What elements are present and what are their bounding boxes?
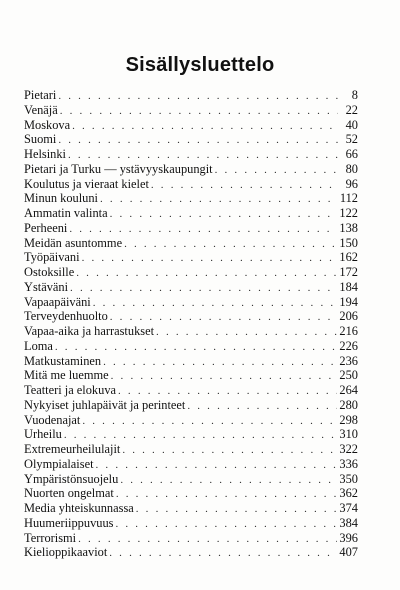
toc-entry-title: Matkustaminen: [24, 353, 102, 368]
toc-entry-page-number: 194: [339, 294, 358, 309]
toc-dot-leader: [136, 502, 338, 517]
toc-entry-page-number: 138: [339, 220, 358, 235]
toc-dot-leader: [120, 473, 337, 488]
toc-entry-page-number: 22: [345, 102, 358, 117]
toc-entry-page-number: 374: [339, 501, 358, 515]
toc-entry-page-number: 150: [339, 235, 358, 250]
toc-entry-title: Terrorismi: [24, 530, 77, 545]
toc-entry-page-number: 162: [339, 250, 358, 265]
toc-entry-title: Urheilu: [24, 427, 62, 442]
toc-entry: [24, 280, 358, 295]
toc-entry-page-number: 206: [339, 309, 358, 324]
toc-dot-leader: [70, 281, 337, 296]
toc-entry: [24, 265, 358, 280]
toc-entry: [24, 132, 358, 147]
toc-entry-title: Terveydenhuolto: [24, 309, 108, 324]
toc-dot-leader: [111, 369, 338, 384]
toc-entry: [24, 221, 358, 236]
toc-dot-leader: [110, 310, 338, 325]
toc-entry-page-number: 122: [339, 206, 358, 220]
toc-dot-leader: [109, 546, 337, 561]
toc-entry: [24, 368, 358, 383]
toc-entry-title: Ystäväni: [24, 279, 69, 294]
toc-entry: [24, 472, 358, 487]
toc-entry-page-number: 226: [339, 338, 358, 353]
toc-entry: [24, 191, 358, 206]
toc-entry-page-number: 264: [339, 383, 358, 397]
toc-entry-title: Olympialaiset: [24, 456, 94, 471]
toc-entry-title: Pietari ja Turku — ystävyyskaupungit: [24, 161, 213, 176]
toc-entry-title: Pietari: [24, 88, 57, 102]
toc-entry: [24, 295, 358, 310]
toc-dot-leader: [215, 163, 338, 178]
toc-dot-leader: [72, 119, 338, 134]
toc-entry-title: Minun kouluni: [24, 191, 99, 206]
toc-entry: [24, 177, 358, 192]
toc-entry-title: Työpäivani: [24, 250, 80, 265]
toc-entry-title: Moskova: [24, 117, 71, 132]
toc-entry-page-number: 236: [339, 353, 358, 368]
toc-dot-leader: [69, 222, 337, 237]
toc-entry: [24, 413, 358, 428]
toc-entry: [24, 457, 358, 472]
toc-dot-leader: [93, 296, 338, 311]
toc-entry-page-number: 80: [345, 161, 358, 176]
toc-entry-title: Nykyiset juhlapäivät ja perinteet: [24, 397, 186, 412]
toc-entry-title: Helsinki: [24, 147, 66, 161]
toc-entry-title: Venäjä: [24, 102, 58, 117]
toc-entry-page-number: 322: [339, 442, 358, 456]
toc-dot-leader: [124, 237, 337, 252]
toc-entry-page-number: 8: [351, 88, 358, 102]
toc-entry: [24, 309, 358, 324]
toc-entry-title: Nuorten ongelmat: [24, 486, 114, 501]
toc-entry-title: Ympäristönsuojelu: [24, 471, 119, 486]
toc-entry: [24, 442, 358, 457]
toc-entry-page-number: 310: [339, 427, 358, 442]
toc-entry-title: Extremeurheilulajit: [24, 442, 121, 456]
toc-entry-title: Meidän asuntomme: [24, 235, 123, 250]
toc-dot-leader: [115, 517, 337, 532]
toc-entry: [24, 354, 358, 369]
toc-entry-page-number: 112: [339, 191, 358, 206]
toc-dot-leader: [58, 133, 338, 148]
toc-entry: [24, 147, 358, 162]
toc-entry-title: Koulutus ja vieraat kielet: [24, 176, 149, 191]
toc-entry-title: Kielioppikaaviot: [24, 545, 108, 560]
toc-entry-page-number: 384: [339, 515, 358, 530]
toc-dot-leader: [60, 104, 338, 119]
toc-dot-leader: [110, 207, 338, 222]
toc-entry: [24, 339, 358, 354]
toc-entry-page-number: 96: [345, 176, 358, 191]
toc-entry: [24, 427, 358, 442]
toc-dot-leader: [76, 266, 337, 281]
toc-entry-title: Ostoksille: [24, 265, 75, 279]
toc-dot-leader: [82, 414, 337, 429]
toc-entry: [24, 383, 358, 398]
table-of-contents: [24, 88, 358, 560]
toc-entry-page-number: 66: [345, 147, 358, 161]
toc-entry: [24, 486, 358, 501]
toc-entry: [24, 162, 358, 177]
toc-entry: [24, 531, 358, 546]
toc-entry-page-number: 40: [345, 117, 358, 132]
toc-entry-title: Media yhteiskunnassa: [24, 501, 134, 515]
toc-entry-page-number: 350: [339, 471, 358, 486]
toc-dot-leader: [103, 355, 337, 370]
toc-entry-page-number: 362: [339, 486, 358, 501]
toc-entry: [24, 118, 358, 133]
toc-entry-page-number: 250: [339, 368, 358, 383]
toc-entry: [24, 545, 358, 560]
toc-entry: [24, 103, 358, 118]
toc-entry-page-number: 216: [339, 324, 358, 338]
toc-entry: [24, 206, 358, 221]
toc-entry-page-number: 298: [339, 412, 358, 427]
page-title: Sisällysluettelo: [125, 54, 275, 76]
toc-entry-title: Huumeriippuvuus: [24, 515, 114, 530]
toc-dot-leader: [118, 384, 337, 399]
toc-dot-leader: [116, 487, 338, 502]
toc-entry-title: Vuodenajat: [24, 412, 81, 427]
toc-dot-leader: [58, 89, 338, 104]
toc-entry-title: Vapaapäiväni: [24, 294, 91, 309]
toc-dot-leader: [55, 340, 338, 355]
toc-entry: [24, 398, 358, 413]
toc-dot-leader: [100, 192, 338, 207]
toc-entry-title: Loma: [24, 338, 53, 353]
toc-entry-title: Mitä me luemme: [24, 368, 109, 383]
toc-dot-leader: [151, 178, 338, 193]
toc-entry: [24, 236, 358, 251]
toc-entry-page-number: 172: [339, 265, 358, 279]
toc-dot-leader: [68, 148, 338, 163]
toc-entry-title: Ammatin valinta: [24, 206, 108, 220]
toc-dot-leader: [122, 443, 337, 458]
toc-entry: [24, 501, 358, 516]
toc-dot-leader: [78, 532, 337, 547]
toc-dot-leader: [187, 399, 337, 414]
toc-entry: [24, 324, 358, 339]
toc-dot-leader: [156, 325, 337, 340]
toc-entry: [24, 88, 358, 103]
toc-entry-title: Vapaa-aika ja harrastukset: [24, 324, 155, 338]
toc-entry-page-number: 396: [339, 530, 358, 545]
toc-entry-page-number: 336: [339, 456, 358, 471]
toc-entry-title: Teatteri ja elokuva: [24, 383, 117, 397]
toc-entry-title: Suomi: [24, 132, 57, 147]
toc-dot-leader: [96, 458, 338, 473]
toc-entry: [24, 250, 358, 265]
toc-dot-leader: [82, 251, 338, 266]
toc-entry-page-number: 407: [339, 545, 358, 560]
toc-entry-page-number: 280: [339, 397, 358, 412]
toc-entry: [24, 516, 358, 531]
toc-dot-leader: [64, 428, 338, 443]
toc-entry-title: Perheeni: [24, 220, 68, 235]
toc-entry-page-number: 184: [339, 279, 358, 294]
toc-entry-page-number: 52: [345, 132, 358, 147]
